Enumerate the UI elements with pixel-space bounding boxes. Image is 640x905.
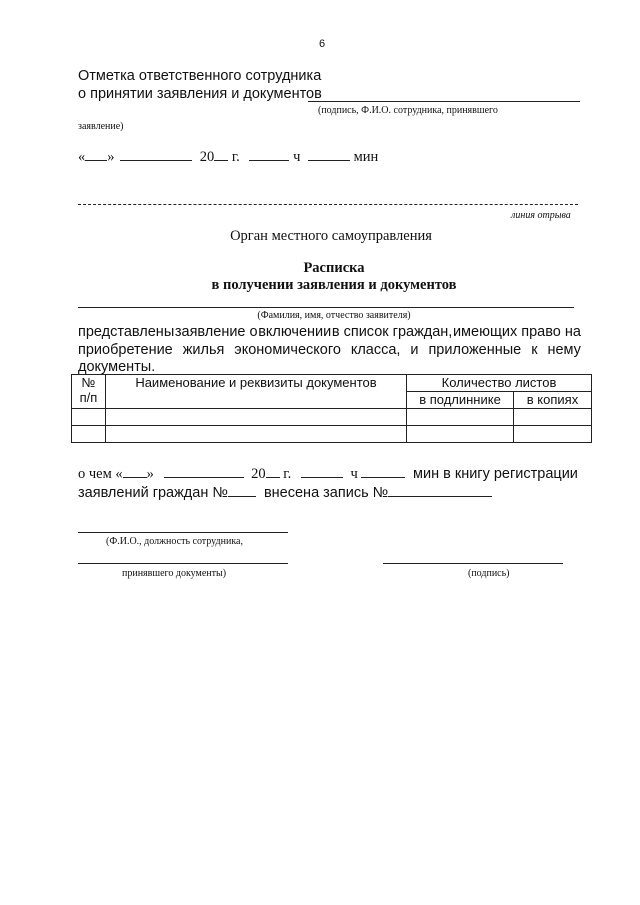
reg-close-quote: »: [146, 466, 154, 482]
close-quote: »: [107, 149, 115, 165]
body-line-3: документы.: [78, 359, 156, 375]
signature-field[interactable]: [383, 563, 563, 564]
row-copies-cell[interactable]: [514, 409, 592, 426]
col-sheets-header: Количество листов: [407, 375, 592, 392]
acceptance-caption-a: (подпись, Ф.И.О. сотрудника, принявшего: [318, 105, 498, 116]
row-copies-cell[interactable]: [514, 426, 592, 443]
body-line-2: [78, 342, 581, 358]
year-prefix: 20: [199, 149, 215, 165]
reg-book-text: мин в книгу регистрации: [413, 466, 578, 482]
body-word: приобретение: [78, 342, 173, 358]
reg-year-field[interactable]: [266, 477, 280, 478]
col-original-header: в подлиннике: [407, 392, 514, 409]
body-word: жилья: [182, 342, 225, 358]
hours-label: ч: [293, 149, 301, 165]
acceptance-note-line1: Отметка ответственного сотрудника: [78, 68, 322, 84]
col-num-line2: п/п: [79, 390, 98, 405]
employee-name-field[interactable]: [78, 532, 288, 533]
body-line-1: [78, 324, 581, 340]
reg-open-quote: о чем «: [78, 466, 123, 482]
date-time-line: [78, 149, 378, 166]
reg-hours-field[interactable]: [301, 477, 343, 478]
open-quote: «: [78, 149, 86, 165]
authority-title: Орган местного самоуправления: [230, 228, 432, 244]
reg-hours-label: ч: [350, 466, 358, 482]
acceptance-caption-b: заявление): [78, 121, 124, 132]
col-num-line1: №: [81, 375, 96, 390]
year-suffix: г.: [231, 149, 240, 165]
reg-month-field[interactable]: [164, 477, 244, 478]
body-word: к: [531, 342, 538, 358]
applicant-name-field[interactable]: [78, 307, 574, 308]
employee-caption-2: принявшего документы): [122, 568, 227, 579]
row-num-cell[interactable]: [72, 426, 106, 443]
minutes-field[interactable]: [308, 160, 350, 161]
table-row: [72, 426, 592, 443]
body-word: в список граждан,: [331, 324, 453, 340]
tear-line-caption: линия отрыва: [511, 210, 571, 221]
reg-number-field[interactable]: [228, 496, 256, 497]
reg-year-prefix: 20: [251, 466, 266, 482]
row-name-cell[interactable]: [106, 409, 407, 426]
col-name-header: Наименование и реквизиты документов: [106, 375, 407, 409]
reg-minutes-field[interactable]: [361, 477, 405, 478]
receipt-title: Расписка: [303, 260, 365, 276]
acceptance-note-line2: о принятии заявления и документов: [78, 86, 322, 102]
body-word: включении: [258, 324, 332, 340]
employee-caption-1: (Ф.И.О., должность сотрудника,: [106, 536, 243, 547]
employee-position-field[interactable]: [78, 563, 288, 564]
reg-day-field[interactable]: [123, 477, 147, 478]
row-original-cell[interactable]: [407, 409, 514, 426]
body-word: представлены: [78, 324, 175, 340]
registration-line-2: [78, 485, 492, 501]
body-word: нему: [547, 342, 581, 358]
row-name-cell[interactable]: [106, 426, 407, 443]
acceptance-signature-field[interactable]: [308, 101, 580, 102]
tear-line: [78, 204, 578, 205]
year-field[interactable]: [214, 160, 228, 161]
registration-line-1: [78, 466, 578, 483]
col-copies-header: в копиях: [514, 392, 592, 409]
receipt-subtitle: в получении заявления и документов: [211, 277, 457, 293]
table-row: [72, 409, 592, 426]
row-num-cell[interactable]: [72, 409, 106, 426]
reg-year-suffix: г.: [283, 466, 292, 482]
hours-field[interactable]: [249, 160, 289, 161]
month-field[interactable]: [120, 160, 192, 161]
day-field[interactable]: [85, 160, 107, 161]
reg-number-label: заявлений граждан №: [78, 485, 228, 501]
body-word: экономического: [234, 342, 341, 358]
body-word: имеющих право на: [452, 324, 581, 340]
reg-record-label: внесена запись №: [263, 485, 389, 501]
documents-table: [71, 374, 592, 443]
reg-record-field[interactable]: [388, 496, 492, 497]
col-num-header: [72, 375, 106, 409]
minutes-label: мин: [353, 149, 379, 165]
signature-caption: (подпись): [468, 568, 510, 579]
applicant-caption: (Фамилия, имя, отчество заявителя): [257, 310, 411, 321]
body-word: заявление о: [174, 324, 258, 340]
page-number: 6: [319, 38, 326, 50]
body-word: класса,: [350, 342, 401, 358]
row-original-cell[interactable]: [407, 426, 514, 443]
body-word: приложенные: [428, 342, 522, 358]
body-word: и: [410, 342, 419, 358]
